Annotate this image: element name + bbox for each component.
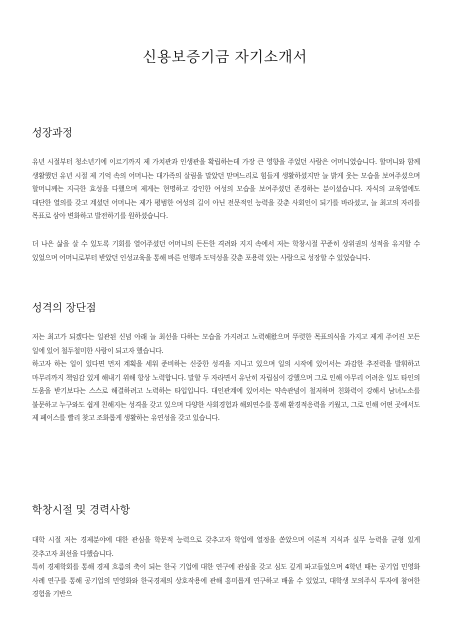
personality-paragraph-2: 하고자 하는 일이 있다면 먼저 계획을 세워 준비하는 신중한 성격을 지니고 있으며 일의 시작에 있어서는 과감한 추진력을 발휘하고 마무리까지 책임감 있게 해내기 위해 항상 노력합니다. 말할 두 자라면서 유난히 자립심이 강했으며 그로 인해 아무리 어려운 일도 타인의 도움을 받기보다는 스스로 해결하려고 노력하는 타입입니다. 대인관계에 있어서는 약속관념이 철저하며 친화력이 강해서 남녀노소를 불문하고 누구와도 쉽게 친해지는 성격을 갖고 있으며 다양한 사회경험과 해외연수를 통해 환경적응력을 키웠고, 그로 인해 어떤 곳에서도 제 페이스를 빨리 찾고 조화롭게 생활하는 유연성을 갖고 있습니다. bbox=[32, 360, 420, 422]
school-career-paragraph-2: 특히 경제학회를 통해 경제 흐름의 축이 되는 한국 기업에 대한 연구에 관심을 갖고 심도 깊게 파고들었으며 4학년 때는 공기업 민영화 사례 연구를 통해 공기업의 민영화와 한국경제의 상호작용에 관해 흥미롭게 연구하고 배울 수 있었고, 대학생 모의주식 투자에 참여한 경험을 기반으 bbox=[32, 563, 421, 598]
section-heading-personality: 성격의 장단점 bbox=[32, 302, 97, 314]
page-title: 신용보증기금 자기소개서 bbox=[142, 50, 308, 66]
section-heading-school-career: 학창시절 및 경력사항 bbox=[32, 504, 130, 516]
section-heading-growth: 성장과정 bbox=[32, 127, 73, 139]
personality-paragraph-1: 저는 최고가 되겠다는 일관된 신념 아래 늘 최선을 다하는 모습을 가지려고 노력해왔으며 뚜렷한 목표의식을 가지고 제게 주어진 모든 일에 있어 철두철미한 사람이 되고자 했습니다. bbox=[32, 333, 420, 355]
growth-paragraph-1: 유년 시절부터 청소년기에 이르기까지 제 가치관과 인생관을 확립하는데 가장 큰 영향을 주었던 사람은 어머니였습니다. 할머니와 함께 생활했던 유년 시절 제 기억 속의 어머니는 대가족의 살림을 말았던 맏며느리로 힘들게 생활하셨지만 늘 밝게 웃는 모습을 보여주셨으며 할머니께는 지극한 효성을 다했으며 제게는 현명하고 강인한 여성의 모습을 보여주셨던 존경하는 분이셨습니다. 자식의 교육열에도 대단한 열의를 갖고 계셨던 어머니는 제가 평범한 여성의 길이 아닌 전문적인 능력을 갖춘 사회인이 되기를 바라셨고, 늘 최고의 자리를 목표로 삼아 변화하고 발전하기를 원하셨습니다. bbox=[32, 158, 420, 220]
growth-paragraph-2: 더 나은 삶을 살 수 있도록 기회를 열어주셨던 어머니의 든든한 격려와 지지 속에서 저는 학창시절 꾸준히 상위권의 성적을 유지할 수 있었으며 어머니로부터 받았던 인성교육을 통해 바른 언행과 도덕성을 갖춘 포용력 있는 사람으로 성장할 수 있었습니다. bbox=[32, 240, 420, 262]
school-career-paragraph-1: 대학 시절 저는 경제분야에 대한 관심을 학문적 능력으로 갖추고자 학업에 열정을 쏟았으며 이론적 지식과 실무 능력을 균형 있게 갖추고자 최선을 다했습니다. bbox=[32, 536, 420, 558]
